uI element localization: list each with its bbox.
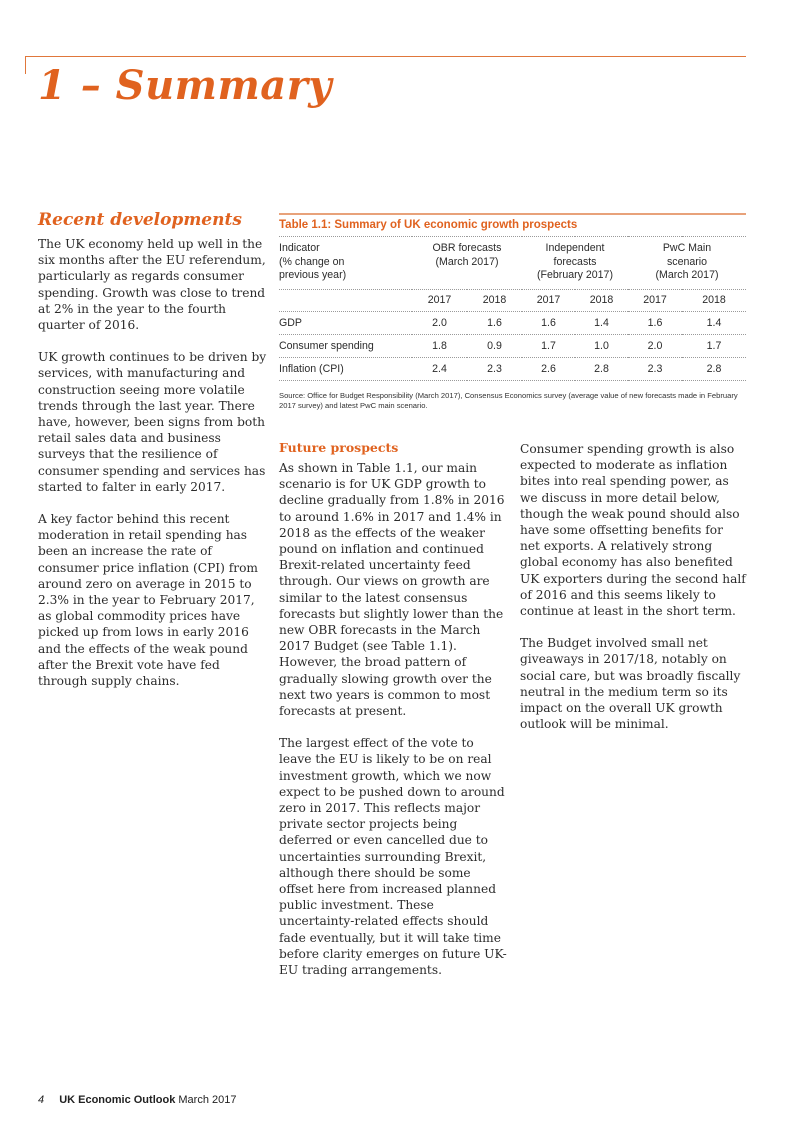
table-title: Table 1.1: Summary of UK economic growth prospects — [279, 219, 578, 231]
table-source-note: Source: Office for Budget Responsibility (March 2017), Consensus Economics survey (average value of new forecasts made in February 2017 survey) and latest PwC main scenario. — [279, 390, 738, 410]
paragraph: The largest effect of the vote to leave the EU is likely to be on real investment growth, which we now expect to be pushed down to around zero in 2017. This reflects major private sector projects being deferred or even cancelled due to uncertainties surrounding Brexit, although there should be some offset here from increased planned public investment. These uncertainty-related effects should fade eventually, but it will take time before clarity emerges on future UK-EU trading arrangements. — [279, 736, 507, 978]
indicator-header-line: previous year) — [279, 269, 347, 281]
table-cell: 2.0 — [628, 334, 682, 357]
publication-date: March 2017 — [178, 1094, 237, 1106]
group-header-line: forecasts — [553, 255, 597, 268]
table-cell: 1.7 — [522, 334, 575, 357]
page-number: 4 — [38, 1094, 45, 1106]
growth-table — [279, 236, 746, 381]
table-cell: 2.3 — [628, 357, 682, 380]
year-header: 2017 — [522, 289, 575, 311]
table-cell: 1.6 — [467, 311, 522, 334]
middle-column — [279, 460, 507, 994]
table-cell: 1.7 — [682, 334, 746, 357]
paragraph: The UK economy held up well in the six months after the EU referendum, particularly as regards consumer spending. Growth was close to trend at 2% in the year to the fourth quarter of 2016. — [38, 237, 266, 333]
year-header-row — [279, 289, 746, 311]
section-heading-recent-developments: Recent developments — [38, 210, 242, 230]
table-cell: 1.6 — [522, 311, 575, 334]
right-column — [520, 441, 746, 748]
group-header-obr — [412, 237, 522, 290]
row-label: GDP — [279, 311, 412, 334]
left-column — [38, 236, 268, 705]
paragraph: Consumer spending growth is also expected to moderate as inflation bites into real spending power, as we discuss in more detail below, though the weak pound should also have some offsetting benefits for net exports. A relatively strong global economy has also benefited UK exporters during the second half of 2016 and this seems likely to continue at least in the short term. — [520, 442, 746, 619]
year-header: 2018 — [575, 289, 628, 311]
paragraph: UK growth continues to be driven by services, with manufacturing and construction seeing more volatile trends through the last year. There have, however, been signs from both retail sales data and business surveys that the resilience of consumer spending and services has started to falter in early 2017. — [38, 350, 267, 494]
group-header-line: (March 2017) — [435, 255, 499, 268]
paragraph: A key factor behind this recent moderation in retail spending has been an increase the rate of consumer price inflation (CPI) from around zero on average in 2015 to 2.3% in the year to February 2017, as global commodity prices have picked up from lows in early 2016 and the effects of the weak pound after the Brexit vote have fed through supply chains. — [38, 512, 258, 689]
table-cell: 1.4 — [575, 311, 628, 334]
paragraph: As shown in Table 1.1, our main scenario is for UK GDP growth to decline gradually from 1.8% in 2016 to around 1.6% in 2017 and 1.4% in 2018 as the effects of the weaker pound on inflation and continued Brexit-related uncertainty feed through. Our views on growth are similar to the latest consensus forecasts but slightly lower than the new OBR forecasts in the March 2017 Budget (see Table 1.1). However, the broad pattern of gradually slowing growth over the next two years is common to most forecasts at present. — [279, 461, 505, 719]
year-header: 2017 — [628, 289, 682, 311]
growth-table-block — [279, 213, 746, 412]
table-row-gdp — [279, 311, 746, 334]
table-cell: 2.6 — [522, 357, 575, 380]
table-cell: 2.8 — [682, 357, 746, 380]
table-cell: 2.8 — [575, 357, 628, 380]
publication-name: UK Economic Outlook — [59, 1094, 176, 1106]
table-row-consumer-spending — [279, 334, 746, 357]
page-footer — [38, 1094, 236, 1106]
year-header-blank — [279, 289, 412, 311]
table-cell: 1.6 — [628, 311, 682, 334]
table-cell: 1.8 — [412, 334, 467, 357]
top-rule-corner — [25, 56, 26, 74]
group-header-line: (February 2017) — [537, 269, 613, 281]
table-header-row — [279, 237, 746, 290]
group-header-pwc — [628, 237, 746, 290]
table-cell: 1.4 — [682, 311, 746, 334]
indicator-header — [279, 237, 412, 290]
indicator-header-line: Indicator — [279, 242, 320, 254]
row-label: Consumer spending — [279, 334, 412, 357]
paragraph: The Budget involved small net giveaways in 2017/18, notably on social care, but was broadly fiscally neutral in the medium term so its impact on the overall UK growth outlook will be minimal. — [520, 636, 741, 732]
row-label: Inflation (CPI) — [279, 357, 412, 380]
table-cell: 2.3 — [467, 357, 522, 380]
group-header-line: (March 2017) — [655, 269, 719, 281]
section-heading-future-prospects: Future prospects — [279, 440, 399, 455]
group-header-line: OBR forecasts — [432, 242, 502, 254]
group-header-line: Independent — [545, 242, 605, 254]
table-cell: 1.0 — [575, 334, 628, 357]
year-header: 2017 — [412, 289, 467, 311]
group-header-independent — [522, 237, 628, 290]
indicator-header-line: (% change on — [279, 255, 345, 268]
year-header: 2018 — [467, 289, 522, 311]
group-header-line: scenario — [666, 255, 708, 268]
year-header: 2018 — [682, 289, 746, 311]
group-header-line: PwC Main — [662, 242, 712, 254]
top-rule — [25, 56, 746, 57]
table-cell: 2.0 — [412, 311, 467, 334]
table-row-inflation — [279, 357, 746, 380]
table-top-rule — [279, 213, 746, 215]
table-cell: 2.4 — [412, 357, 467, 380]
chapter-title: 1 – Summary — [38, 62, 333, 109]
table-cell: 0.9 — [467, 334, 522, 357]
